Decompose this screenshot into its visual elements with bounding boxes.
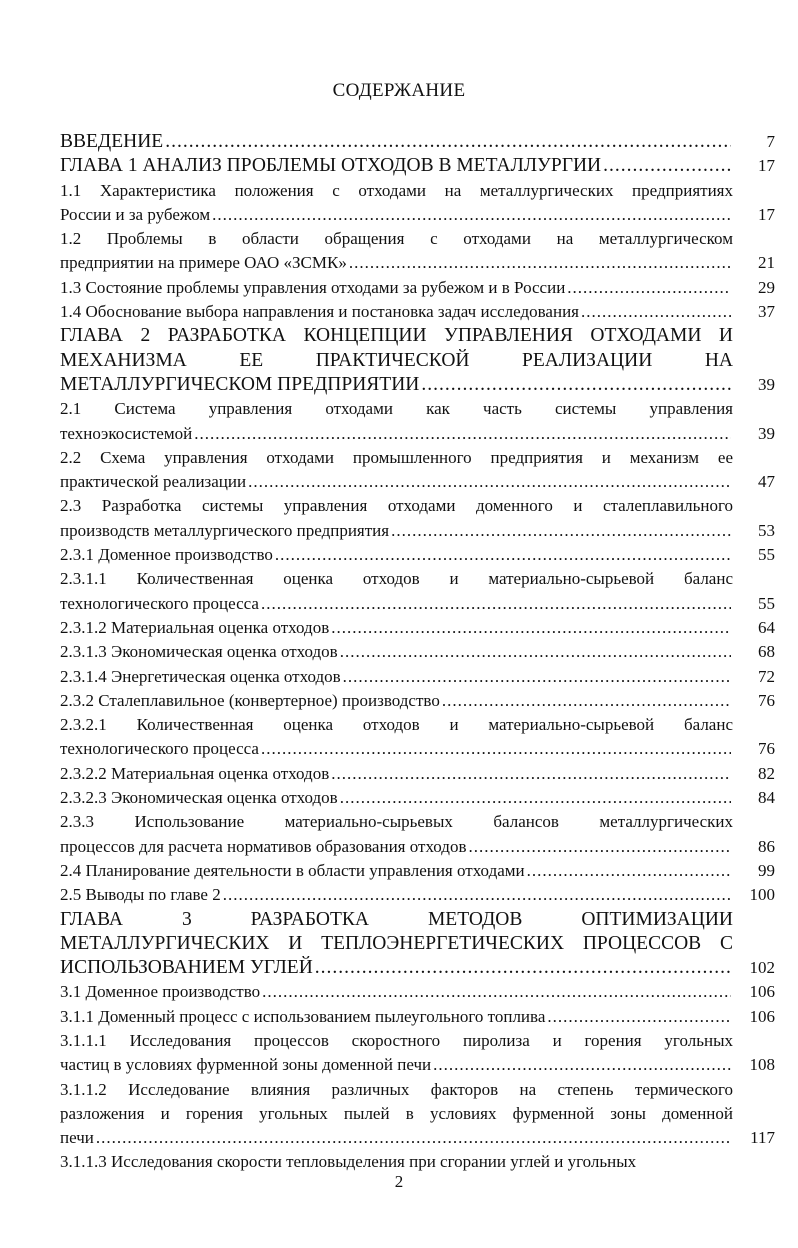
toc-entry bbox=[60, 1005, 775, 1029]
toc-page-number: 99 bbox=[758, 860, 775, 880]
dot-leader bbox=[603, 154, 731, 178]
dot-leader bbox=[96, 1126, 731, 1150]
toc-entry-text: ГЛАВА 3 РАЗРАБОТКА МЕТОДОВ ОПТИМИЗАЦИИ bbox=[60, 908, 733, 930]
toc-entry-text: печи bbox=[60, 1128, 94, 1148]
dot-leader bbox=[261, 737, 731, 761]
toc-entry bbox=[60, 227, 775, 276]
toc-page-number: 37 bbox=[758, 302, 775, 322]
toc-page-number: 55 bbox=[758, 593, 775, 613]
toc-entry-text: ИСПОЛЬЗОВАНИЕМ УГЛЕЙ bbox=[60, 957, 313, 979]
toc-page-number: 106 bbox=[749, 982, 775, 1002]
dot-leader bbox=[442, 689, 731, 713]
dot-leader bbox=[212, 203, 731, 227]
toc-page-number: 39 bbox=[758, 374, 775, 394]
toc-entry-text: 3.1.1.1 Исследования процессов скоростного пиролиза и горения угольных bbox=[60, 1030, 733, 1050]
toc-entry-text: разложения и горения угольных пылей в условиях фурменной зоны доменной bbox=[60, 1103, 733, 1123]
toc-page-number: 84 bbox=[758, 788, 775, 808]
dot-leader bbox=[315, 956, 731, 980]
toc-entry-text: 2.1 Система управления отходами как часть системы управления bbox=[60, 399, 733, 419]
toc-entry-text: МЕХАНИЗМА ЕЕ ПРАКТИЧЕСКОЙ РЕАЛИЗАЦИИ НА bbox=[60, 349, 733, 371]
toc-page-number: 117 bbox=[750, 1128, 775, 1148]
toc-entry-text: 2.3 Разработка системы управления отходами доменного и сталеплавильного bbox=[60, 496, 733, 516]
toc-page-number: 21 bbox=[758, 253, 775, 273]
toc-page-number: 64 bbox=[758, 617, 775, 637]
toc-page-number: 82 bbox=[758, 763, 775, 783]
toc-entry bbox=[60, 1078, 775, 1151]
dot-leader bbox=[223, 883, 731, 907]
toc-entry-text: практической реализации bbox=[60, 472, 247, 492]
toc-entry-text: 2.3.2.1 Количественная оценка отходов и материально-сырьевой баланс bbox=[60, 715, 733, 735]
toc-entry bbox=[60, 689, 775, 713]
toc-entry-text: МЕТАЛЛУРГИЧЕСКОМ ПРЕДПРИЯТИИ bbox=[60, 373, 420, 395]
dot-leader bbox=[581, 300, 731, 324]
dot-leader bbox=[261, 592, 731, 616]
toc-entry-text: 2.3.1.1 Количественная оценка отходов и материально-сырьевой баланс bbox=[60, 569, 733, 589]
toc-entry-text: 2.3.2 Сталеплавильное (конвертерное) производство bbox=[60, 690, 440, 710]
toc-entry-text: 2.3.3 Использование материально-сырьевых балансов металлургических bbox=[60, 812, 733, 832]
toc-chapter-entry bbox=[60, 908, 775, 981]
page-title: СОДЕРЖАНИЕ bbox=[332, 80, 466, 101]
page-number: 2 bbox=[394, 1172, 404, 1191]
toc-page-number: 68 bbox=[758, 642, 775, 662]
toc-entry bbox=[60, 276, 775, 300]
toc-entry-text: 3.1.1.2 Исследование влияния различных факторов на степень термического bbox=[60, 1079, 733, 1099]
toc-entry-text: 2.2 Схема управления отходами промышленного предприятия и механизм ее bbox=[60, 447, 733, 467]
toc-entry bbox=[60, 859, 775, 883]
toc-entry bbox=[60, 616, 775, 640]
toc-entry-text: 2.5 Выводы по главе 2 bbox=[60, 885, 221, 905]
dot-leader bbox=[391, 519, 731, 543]
dot-leader bbox=[331, 616, 731, 640]
toc-page-number: 106 bbox=[749, 1006, 775, 1026]
dot-leader bbox=[468, 835, 731, 859]
toc-page-number: 39 bbox=[758, 423, 775, 443]
toc-page-number: 55 bbox=[758, 545, 775, 565]
toc-entry-text: техноэкосистемой bbox=[60, 423, 193, 443]
toc-entry-text: 2.3.1 Доменное производство bbox=[60, 545, 273, 565]
toc-entry bbox=[60, 810, 775, 859]
toc-entry-text: 2.3.2.2 Материальная оценка отходов bbox=[60, 763, 330, 783]
toc-entry bbox=[60, 397, 775, 446]
toc-entry bbox=[60, 300, 775, 324]
dot-leader bbox=[331, 762, 731, 786]
toc-entry-text: технологического процесса bbox=[60, 593, 259, 613]
toc-entry-text: ВВЕДЕНИЕ bbox=[60, 131, 164, 152]
dot-leader bbox=[547, 1005, 731, 1029]
toc-page-number: 17 bbox=[758, 156, 775, 176]
toc-chapter-entry bbox=[60, 324, 775, 397]
toc-page-number: 53 bbox=[758, 520, 775, 540]
dot-leader bbox=[567, 276, 731, 300]
toc-entry-text: предприятии на примере ОАО «ЗСМК» bbox=[60, 253, 347, 273]
dot-leader bbox=[343, 665, 731, 689]
toc-entry-text: 2.4 Планирование деятельности в области управления отходами bbox=[60, 860, 525, 880]
toc-entry-text: 3.1.1 Доменный процесс с использованием пылеугольного топлива bbox=[60, 1006, 546, 1026]
toc-entry-text: 2.3.1.4 Энергетическая оценка отходов bbox=[60, 666, 341, 686]
toc-entry bbox=[60, 640, 775, 664]
table-of-contents bbox=[60, 130, 775, 1175]
toc-entry-text: 2.3.1.3 Экономическая оценка отходов bbox=[60, 642, 338, 662]
dot-leader bbox=[194, 422, 731, 446]
toc-entry bbox=[60, 762, 775, 786]
toc-entry-text: 1.2 Проблемы в области обращения с отходами на металлургическом bbox=[60, 229, 733, 249]
toc-page-number: 29 bbox=[758, 277, 775, 297]
toc-entry bbox=[60, 494, 775, 543]
toc-chapter-entry bbox=[60, 154, 775, 178]
dot-leader bbox=[248, 470, 731, 494]
toc-page-number: 108 bbox=[749, 1055, 775, 1075]
toc-entry-text: частиц в условиях фурменной зоны доменной печи bbox=[60, 1055, 432, 1075]
toc-entry-text: производств металлургического предприятия bbox=[60, 520, 390, 540]
dot-leader bbox=[527, 859, 731, 883]
dot-leader bbox=[275, 543, 731, 567]
toc-page-number: 17 bbox=[758, 204, 775, 224]
toc-entry-text: 1.3 Состояние проблемы управления отходами за рубежом и в России bbox=[60, 277, 566, 297]
toc-entry bbox=[60, 883, 775, 907]
toc-page-number: 100 bbox=[749, 885, 775, 905]
toc-entry-text: 2.3.1.2 Материальная оценка отходов bbox=[60, 617, 330, 637]
dot-leader bbox=[349, 251, 731, 275]
toc-entry-text: процессов для расчета нормативов образования отходов bbox=[60, 836, 467, 856]
dot-leader bbox=[165, 130, 731, 154]
toc-entry bbox=[60, 1029, 775, 1078]
dot-leader bbox=[340, 786, 731, 810]
toc-page-number: 76 bbox=[758, 739, 775, 759]
toc-page-number: 76 bbox=[758, 690, 775, 710]
toc-page-number: 7 bbox=[766, 132, 775, 151]
toc-entry-text: ГЛАВА 1 АНАЛИЗ ПРОБЛЕМЫ ОТХОДОВ В МЕТАЛЛУРГИИ bbox=[60, 155, 602, 177]
toc-entry-text: 1.4 Обоснование выбора направления и постановка задач исследования bbox=[60, 302, 579, 322]
toc-entry-text: России и за рубежом bbox=[60, 204, 211, 224]
dot-leader bbox=[421, 373, 731, 397]
toc-entry bbox=[60, 179, 775, 228]
toc-entry-text: 1.1 Характеристика положения с отходами на металлургических предприятиях bbox=[60, 180, 733, 200]
toc-entry bbox=[60, 567, 775, 616]
dot-leader bbox=[262, 980, 731, 1004]
dot-leader bbox=[340, 640, 731, 664]
toc-entry-text: 2.3.2.3 Экономическая оценка отходов bbox=[60, 788, 338, 808]
toc-entry-text: 3.1 Доменное производство bbox=[60, 982, 261, 1002]
toc-entry bbox=[60, 543, 775, 567]
toc-page-number: 72 bbox=[758, 666, 775, 686]
toc-entry bbox=[60, 665, 775, 689]
toc-entry bbox=[60, 446, 775, 495]
toc-chapter-entry bbox=[60, 130, 775, 154]
toc-page-number: 86 bbox=[758, 836, 775, 856]
toc-entry bbox=[60, 713, 775, 762]
toc-page-number: 47 bbox=[758, 472, 775, 492]
toc-page-number: 102 bbox=[749, 958, 775, 978]
toc-entry bbox=[60, 786, 775, 810]
toc-entry-text: 3.1.1.3 Исследования скорости тепловыделения при сгорании углей и угольных bbox=[60, 1152, 637, 1172]
dot-leader bbox=[433, 1053, 731, 1077]
toc-entry-text: МЕТАЛЛУРГИЧЕСКИХ И ТЕПЛОЭНЕРГЕТИЧЕСКИХ ПРОЦЕССОВ С bbox=[60, 932, 733, 954]
toc-entry-text: ГЛАВА 2 РАЗРАБОТКА КОНЦЕПЦИИ УПРАВЛЕНИЯ ОТХОДАМИ И bbox=[60, 325, 733, 347]
toc-entry-text: технологического процесса bbox=[60, 739, 259, 759]
toc-entry bbox=[60, 980, 775, 1004]
